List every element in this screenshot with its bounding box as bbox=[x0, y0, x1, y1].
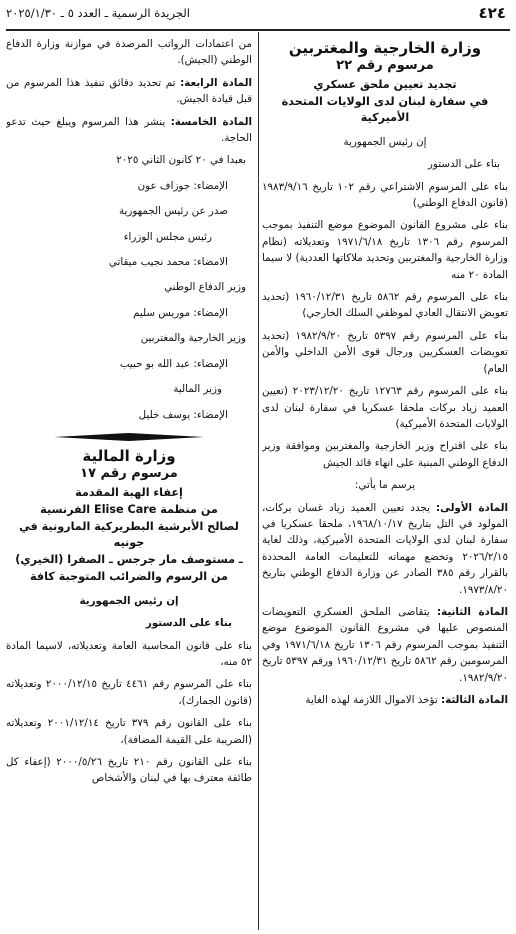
continuation-text: من اعتمادات الرواتب المرصدة في موازنة وزارة الدفاع الوطني (الجيش). bbox=[6, 38, 252, 67]
article-3 bbox=[262, 692, 508, 708]
decree-subject-line: لصالح الأبرشية البطريركية المارونية في جونيه bbox=[19, 519, 239, 549]
ministry-title: وزارة الخارجية والمغتربين bbox=[288, 39, 482, 57]
decree-subject-line-2: في سفارة لبنان لدى الولايات المتحدة الأميركية bbox=[281, 94, 489, 124]
signature-pm: الامضاء: محمد نجيب ميقاتي bbox=[108, 256, 228, 269]
decree-number: مرسوم رقم ١٧ bbox=[80, 466, 178, 482]
page-number: ٤٢٤ bbox=[478, 4, 506, 22]
article-label: المادة الثانية: bbox=[436, 605, 508, 618]
foreign-title: وزير الخارجية والمغتربين bbox=[140, 332, 246, 345]
article-5 bbox=[6, 114, 252, 147]
article-4 bbox=[6, 75, 252, 108]
article-text: يتقاضى الملحق العسكري التعويضات المنصوص عليها في مشروع القانون الموضوع موضع التنفيذ بموجب المرسوم رقم ١٣٠٦ تاريخ ١٩٧١/٦/١٨ وفي المرسومين رقم ٥٨٦٢ تاريخ ١٩٦٠/١٢/٣١ ورقم ٥٣٩٧ تاريخ ١٩٨٢/٩/٢٠. bbox=[262, 605, 508, 684]
pm-title: رئيس مجلس الوزراء bbox=[123, 230, 212, 243]
article-2 bbox=[262, 604, 508, 686]
decree-subject-line: من الرسوم والضرائب المتوجبة كافة bbox=[30, 569, 228, 583]
constitution-line: بناء على الدستور bbox=[145, 617, 232, 630]
article-1 bbox=[262, 500, 508, 598]
president-line: إن رئيس الجمهورية bbox=[343, 135, 427, 148]
basis-item: بناء على اقتراح وزير الخارجية والمغتربين وموافقة وزير الدفاع الوطني المبنية على انهاء قائد الجيش bbox=[262, 440, 508, 469]
signature-defense: الإمضاء: موريس سليم bbox=[133, 306, 228, 319]
issued-by: صدر عن رئيس الجمهورية bbox=[118, 205, 228, 218]
basis-item: بناء على المرسوم رقم ٥٨٦٢ تاريخ ١٩٦٠/١٢/٣١ (تحديد تعويض الانتقال العادي لموظفي السلك الخارجي) bbox=[262, 291, 508, 320]
article-label: المادة الثالثة: bbox=[440, 694, 508, 706]
basis-item: بناء على القانون رقم ٢١٠ تاريخ ٢٠٠٠/٥/٢٦ (إعفاء كل طائفة معترف بها في لبنان والأشخاص bbox=[6, 755, 252, 785]
defense-title: وزير الدفاع الوطني bbox=[164, 281, 246, 294]
finance-title: وزير المالية bbox=[173, 383, 222, 396]
basis-item: بناء على مشروع القانون الموضوع موضع التنفيذ بموجب المرسوم رقم ١٣٠٦ تاريخ ١٩٧١/٦/١٨ وتعديلاته (نظام وزارة الخارجية والمغتربين وتحديد ملاكاتها العددية) لا سيما المادة ٢٠ منه bbox=[262, 219, 508, 281]
section-divider bbox=[54, 432, 204, 442]
decrees-line: يرسم ما يأتي: bbox=[354, 479, 416, 492]
signing-date: بعبدا في ٢٠ كانون الثاني ٢٠٢٥ bbox=[116, 154, 246, 167]
ministry-title: وزارة المالية bbox=[82, 446, 176, 465]
signature-finance: الإمضاء: يوسف خليل bbox=[138, 408, 228, 421]
article-label: المادة الأولى: bbox=[436, 501, 508, 514]
decree-subject-line: من منظمة Elise Care الفرنسية bbox=[40, 502, 218, 516]
article-text: يجدد تعيين العميد زياد غسان بركات، المولود في التل بتاريخ ١٩٦٨/١٠/١٧، ملحقا عسكريا في سفارة لبنان لدى الولايات المتحدة الأميركية، وذلك لغاية ٢٠٢٦/٢/١٥ وتخضع مهماته للتعليمات العامة المحددة بالقرار رقم ٣٨٥ الصادر عن وزارة الدفاع الوطني بتاريخ ١٩٧٣/٨/٢٠. bbox=[262, 501, 508, 596]
constitution-line: بناء على الدستور bbox=[427, 158, 500, 171]
decree-subject-line: إعفاء الهبة المقدمة bbox=[75, 485, 183, 499]
column-divider bbox=[258, 32, 259, 930]
basis-item: بناء على المرسوم رقم ٤٤٦١ تاريخ ٢٠٠٠/١٢/١٥ وتعديلاته (قانون الجمارك)، bbox=[6, 678, 252, 707]
signature-president: الإمضاء: جوزاف عون bbox=[137, 179, 228, 192]
decree-number: مرسوم رقم ٢٢ bbox=[336, 58, 434, 74]
article-label: المادة الرابعة: bbox=[180, 76, 252, 89]
left-column bbox=[6, 36, 252, 930]
article-text: ينشر هذا المرسوم ويبلغ حيث تدعو الحاجة. bbox=[6, 115, 252, 145]
right-column bbox=[262, 36, 508, 930]
gazette-title: الجريدة الرسمية ـ العدد ٥ ـ ٢٠٢٥/١/٣٠ bbox=[6, 6, 190, 20]
article-label: المادة الخامسة: bbox=[170, 115, 252, 128]
header-rule bbox=[6, 29, 510, 31]
basis-item: بناء على قانون المحاسبة العامة وتعديلاته، لاسيما المادة ٥٢ منه، bbox=[6, 639, 252, 668]
basis-item: بناء على المرسوم رقم ٥٣٩٧ تاريخ ١٩٨٢/٩/٢٠ (تحديد تعويضات العسكريين ورجال قوى الأمن الداخلي والأمن العام) bbox=[262, 329, 508, 375]
basis-item: بناء على المرسوم رقم ١٢٧٦٣ تاريخ ٢٠٢٣/١٢/٢٠ (تعيين العميد زياد بركات ملحقا عسكريا في سفارة لبنان لدى الولايات المتحدة الأميركية) bbox=[262, 385, 508, 430]
basis-item: بناء على المرسوم الاشتراعي رقم ١٠٢ تاريخ ١٩٨٣/٩/١٦ (قانون الدفاع الوطني) bbox=[262, 180, 508, 210]
signature-foreign: الإمضاء: عبد الله بو حبيب bbox=[119, 357, 228, 370]
article-text: تم تحديد دقائق تنفيذ هذا المرسوم من قبل قيادة الجيش. bbox=[6, 76, 252, 106]
article-text: تؤخذ الاموال اللازمة لهذه الغاية bbox=[305, 694, 438, 706]
decree-subject-line: ـ مستوصف مار جرجس ـ الصفرا (الخيري) bbox=[15, 552, 243, 566]
basis-item: بناء على القانون رقم ٣٧٩ تاريخ ٢٠٠١/١٢/١٤ وتعديلاته (الضريبة على القيمة المضافة)، bbox=[6, 717, 252, 746]
decree-subject-line-1: تجديد تعيين ملحق عسكري bbox=[313, 77, 457, 91]
page-header bbox=[6, 4, 510, 26]
president-line: إن رئيس الجمهورية bbox=[79, 594, 179, 607]
